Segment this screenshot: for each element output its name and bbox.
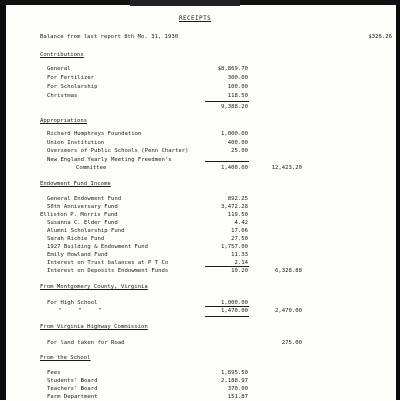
- scan-left-edge: [0, 0, 6, 400]
- balance-label: Balance from last report 8th Mo. 31, 1930: [40, 34, 179, 40]
- contributions-heading: Contributions: [40, 52, 84, 58]
- contribution-amount: 300.00: [227, 75, 248, 81]
- montgomery-rule: [205, 306, 249, 307]
- balance-amount: $326.26: [368, 34, 392, 40]
- appropriation-label: Union Institution: [47, 140, 105, 146]
- appropriation-amount: 400.00: [227, 140, 248, 146]
- contribution-amount: 100.00: [227, 84, 248, 90]
- montgomery-double-rule: [205, 316, 249, 317]
- contribution-label: General: [47, 66, 71, 72]
- endowment-amount: 27.50: [231, 236, 248, 242]
- endowment-amount: 3,472.28: [221, 204, 248, 210]
- endowment-amount: 1,757.00: [221, 244, 248, 250]
- highway-heading: From Virginia Highway Commission: [40, 324, 148, 330]
- endowment-amount: 119.50: [227, 212, 248, 218]
- school-label: Farm Department: [47, 394, 98, 400]
- endowment-label: Elliston P. Morris Fund: [40, 212, 118, 218]
- cut-off-heading-ink: [130, 0, 240, 6]
- scan-right-edge: [396, 0, 400, 400]
- school-heading: From the School: [40, 355, 91, 361]
- endowment-amount: 892.25: [227, 196, 248, 202]
- montgomery-amount: 1,000.00: [221, 300, 248, 306]
- appropriation-amount: 25.00: [231, 148, 248, 154]
- montgomery-label: For High School: [47, 300, 98, 306]
- endowment-label: 1927 Building & Endowment Fund: [47, 244, 149, 250]
- montgomery-label: " " ": [58, 308, 102, 314]
- endowment-label: 50th Anniversary Fund: [47, 204, 118, 210]
- endowment-label: Alumni Scholarship Fund: [47, 228, 125, 234]
- endowment-label: General Endowment Fund: [47, 196, 122, 202]
- endowment-label: Interest on Trust balances at P T Co: [47, 260, 169, 266]
- appropriations-heading: Appropriations: [40, 118, 88, 124]
- endowment-label: Emily Howland Fund: [47, 252, 108, 258]
- endowment-amount: 4.42: [234, 220, 248, 226]
- school-amount: 370.00: [227, 386, 248, 392]
- contribution-amount: 118.50: [227, 93, 248, 99]
- endowment-label: Interest on Deposits Endowment Funds: [47, 268, 169, 274]
- endowment-total: 6,328.88: [275, 268, 302, 274]
- school-amount: 151.87: [227, 394, 248, 400]
- school-label: Students' Board: [47, 378, 98, 384]
- appropriations-total: 12,423.20: [271, 165, 302, 171]
- contribution-label: For Fertilizer: [47, 75, 95, 81]
- contribution-amount: $8,869.70: [217, 66, 248, 72]
- appropriation-label: Committee: [76, 165, 107, 171]
- endowment-amount: 17.06: [231, 228, 248, 234]
- contribution-label: For Scholarship: [47, 84, 98, 90]
- contribution-label: Christmas: [47, 93, 78, 99]
- endowment-label: Sarah Richie Fund: [47, 236, 105, 242]
- endowment-amount: 2.14: [234, 260, 248, 266]
- appropriation-label: Overseers of Public Schools (Penn Charter): [47, 148, 189, 154]
- endowment-heading: Endowment Fund Income: [40, 181, 111, 187]
- school-label: Teachers' Board: [47, 386, 98, 392]
- school-label: Fees: [47, 370, 61, 376]
- school-amount: 2,188.97: [221, 378, 248, 384]
- appropriation-amount: 1,000.00: [221, 131, 248, 137]
- montgomery-total: 2,470.00: [275, 308, 302, 314]
- appropriation-label: New England Yearly Meeting Freedmen's: [47, 157, 172, 163]
- appropriations-rule: [205, 161, 249, 162]
- highway-label: For land taken for Road: [47, 340, 125, 346]
- endowment-rule: [205, 266, 249, 267]
- montgomery-heading: From Montgomery County, Virginia: [40, 284, 148, 290]
- endowment-label: Susanna C. Elder Fund: [47, 220, 118, 226]
- endowment-amount: 10.20: [231, 268, 248, 274]
- contributions-subtotal: 9,388.20: [221, 104, 248, 110]
- appropriation-amount: 1,400.00: [221, 165, 248, 171]
- montgomery-amount: 1,470.00: [221, 308, 248, 314]
- contributions-rule: [205, 101, 249, 102]
- page-title: RECEIPTS: [179, 15, 212, 22]
- endowment-amount: 11.33: [231, 252, 248, 258]
- school-amount: 1,895.50: [221, 370, 248, 376]
- highway-amount: 275.00: [281, 340, 302, 346]
- appropriation-label: Richard Humphreys Foundation: [47, 131, 142, 137]
